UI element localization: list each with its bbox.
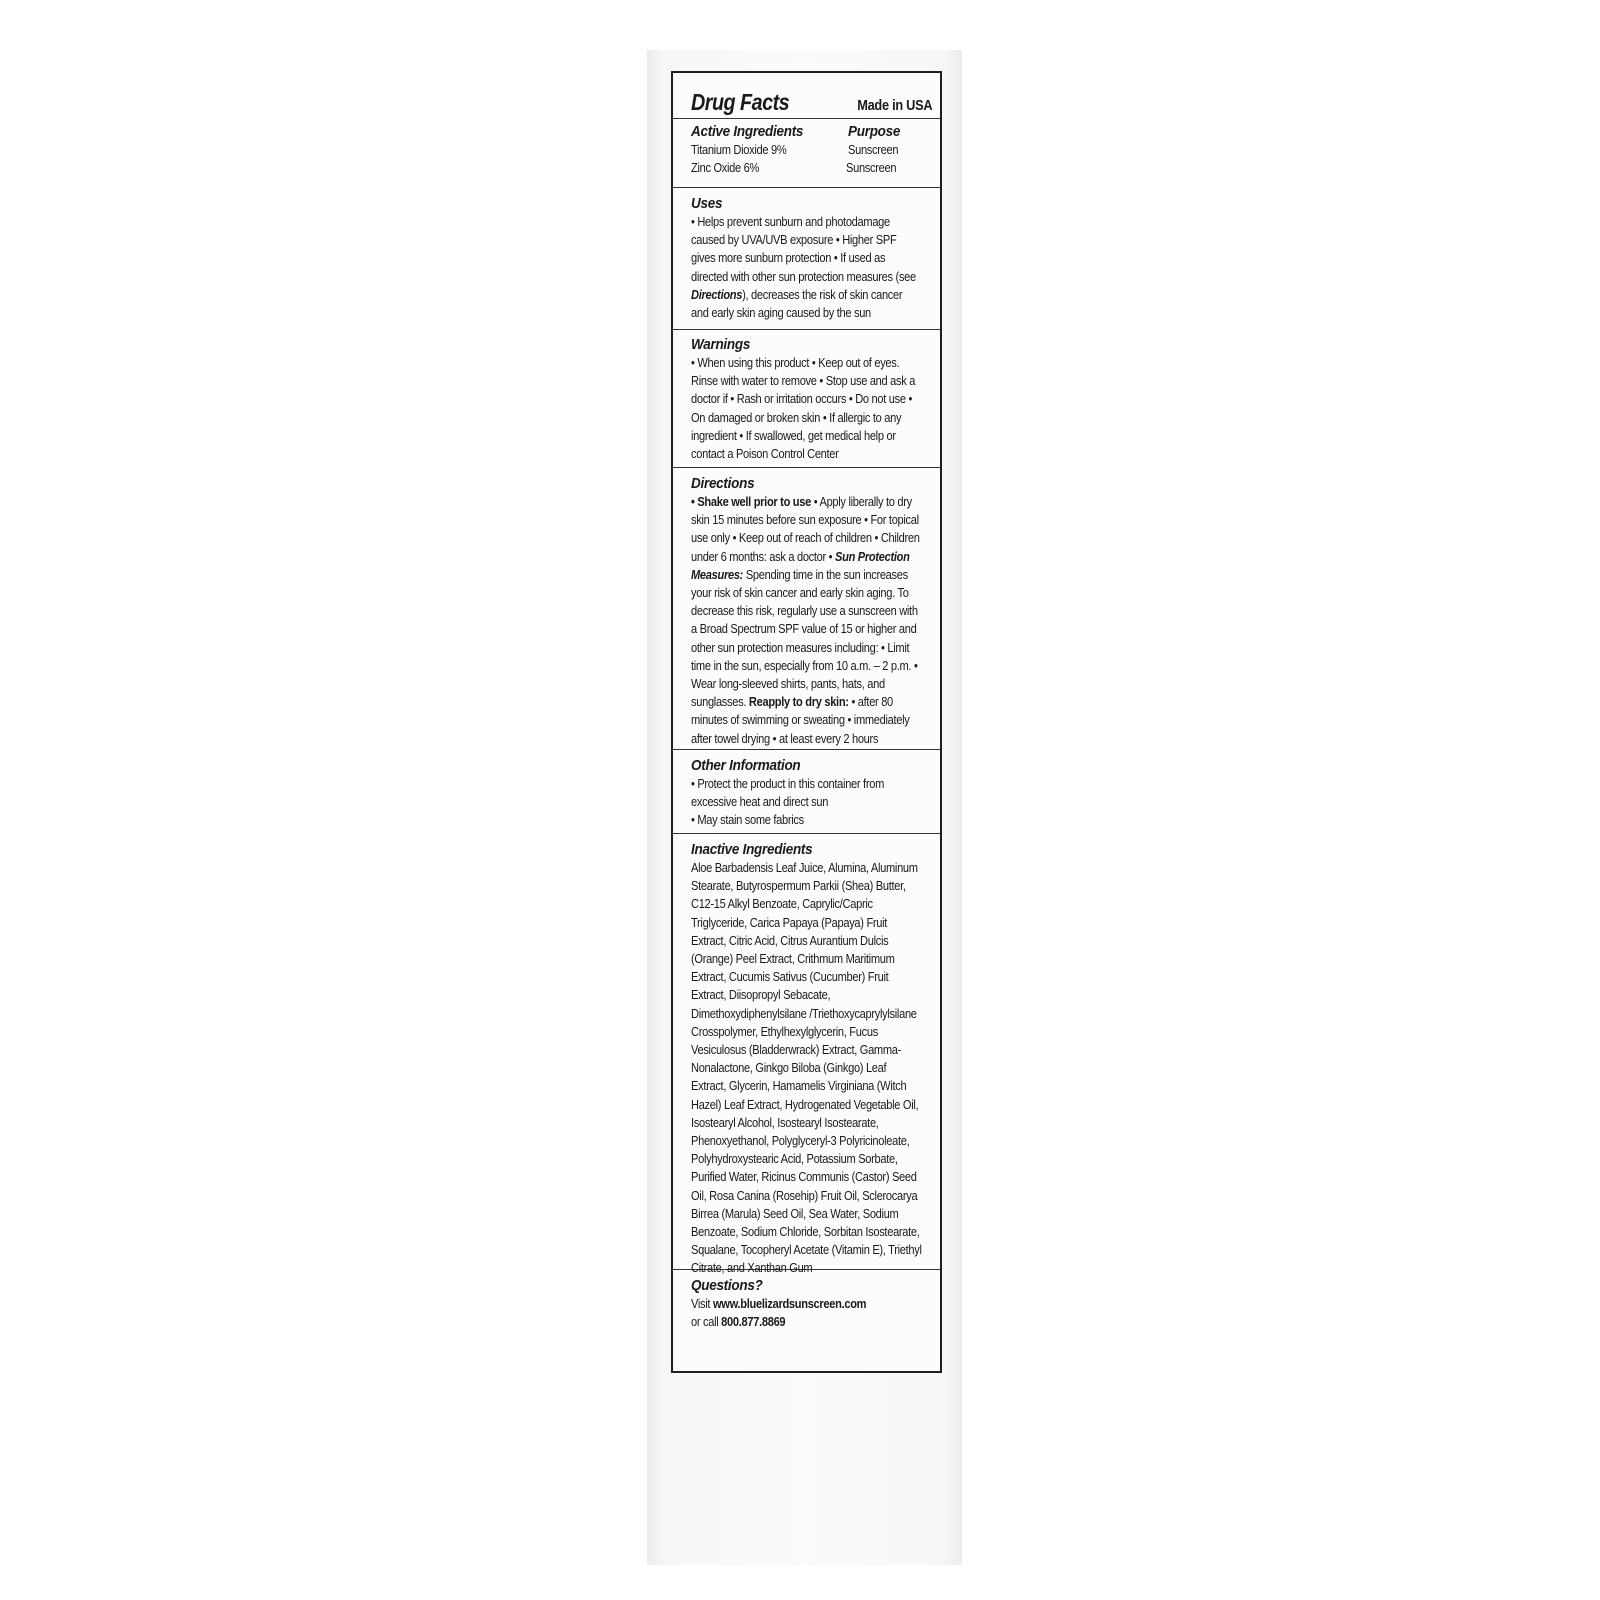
phone-number[interactable]: 800.877.8869 <box>721 1315 786 1330</box>
active-ingredient-purpose: Sunscreen <box>848 143 899 157</box>
warnings-section <box>673 330 940 468</box>
active-ingredient-row <box>691 141 922 159</box>
warnings-text: • When using this product • Keep out of eyes. Rinse with water to remove • Stop use and ask a doctor if • Rash or irritation occurs • Do not use • On damaged or broken skin • If allergic to any ingredient • If swallowed, get medical help or contact a Poison Control Center <box>691 356 916 462</box>
directions-text: • Shake well prior to use • Apply liberally to dry skin 15 minutes before sun exposure • For topical use only • Keep out of reach of children • Children under 6 months: ask a doctor • Sun Protection Measures: Spending time in the sun increases your risk of skin cancer and early skin aging. To decrease this risk, regularly use a sunscreen with a Broad Spectrum SPF value of 15 or higher and other sun protection measures including: • Limit time in the sun, especially from 10 a.m. – 2 p.m. • Wear long-sleeved shirts, pants, hats, and sunglasses. Reapply to dry skin: • after 80 minutes of swimming or sweating • immediately after towel drying • at least every 2 hours <box>691 495 920 746</box>
inactive-ingredients-text: Aloe Barbadensis Leaf Juice, Alumina, Aluminum Stearate, Butyrospermum Parkii (Shea) Butter, C12-15 Alkyl Benzoate, Caprylic/Capric Triglyceride, Carica Papaya (Papaya) Fruit Extract, Citric Acid, Citrus Aurantium Dulcis (Orange) Peel Extract, Crithmum Maritimum Extract, Cucumis Sativus (Cucumber) Fruit Extract, Diisopropyl Sebacate, Dimethoxydiphenylsilane /Triethoxycaprylylsilane Crosspolymer, Ethylhexylglycerin, Fucus Vesiculosus (Bladderwrack) Extract, Gamma-Nonalactone, Ginkgo Biloba (Ginkgo) Leaf Extract, Glycerin, Hamamelis Virginiana (Witch Hazel) Leaf Extract, Hydrogenated Vegetable Oil, Isostearyl Alcohol, Isostearyl Isostearate, Phenoxyethanol, Polyglyceryl-3 Polyricinoleate, Polyhydroxystearic Acid, Potassium Sorbate, Purified Water, Ricinus Communis (Castor) Seed Oil, Rosa Canina (Rosehip) Fruit Oil, Sclerocarya Birrea (Marula) Seed Oil, Sea Water, Sodium Benzoate, Sodium Chloride, Sorbitan Isostearate, Squalane, Tocopheryl Acetate (Vitamin E), Triethyl Citrate, and Xanthan Gum <box>691 861 922 1276</box>
active-ingredient-purpose: Sunscreen <box>846 161 897 176</box>
questions-visit-line: Visit www.bluelizardsunscreen.com <box>691 1297 867 1311</box>
inactive-ingredients-heading: Inactive Ingredients <box>691 841 813 858</box>
questions-section <box>673 1270 940 1371</box>
warnings-heading: Warnings <box>691 336 751 353</box>
questions-heading: Questions? <box>691 1277 763 1294</box>
active-ingredient-row <box>691 159 922 177</box>
other-information-section <box>673 750 940 834</box>
active-ingredient-name: Zinc Oxide 6% <box>691 161 760 176</box>
questions-call-line: or call 800.877.8869 <box>691 1315 786 1330</box>
made-in-label: Made in USA <box>856 98 932 114</box>
uses-heading: Uses <box>691 195 723 212</box>
active-ingredient-name: Titanium Dioxide 9% <box>691 143 787 157</box>
other-information-item: • May stain some fabrics <box>691 813 804 828</box>
purpose-heading: Purpose <box>848 123 901 140</box>
uses-text: • Helps prevent sunburn and photodamage caused by UVA/UVB exposure • Higher SPF gives more sunburn protection • If used as directed with other sun protection measures (see Directions), decreases the risk of skin cancer and early skin aging caused by the sun <box>691 215 916 321</box>
active-ingredients-section <box>673 73 940 188</box>
directions-section <box>673 468 940 750</box>
other-information-heading: Other Information <box>691 757 801 774</box>
active-ingredients-heading: Active Ingredients <box>691 123 804 140</box>
inactive-ingredients-section <box>673 834 940 1276</box>
drug-facts-title: Drug Facts <box>691 89 790 115</box>
uses-section <box>673 188 940 330</box>
header-rule <box>673 118 940 119</box>
other-information-item: • Protect the product in this container from excessive heat and direct sun <box>691 777 884 810</box>
website-link[interactable]: www.bluelizardsunscreen.com <box>712 1297 867 1311</box>
drug-facts-panel <box>671 71 942 1373</box>
directions-heading: Directions <box>691 475 755 492</box>
